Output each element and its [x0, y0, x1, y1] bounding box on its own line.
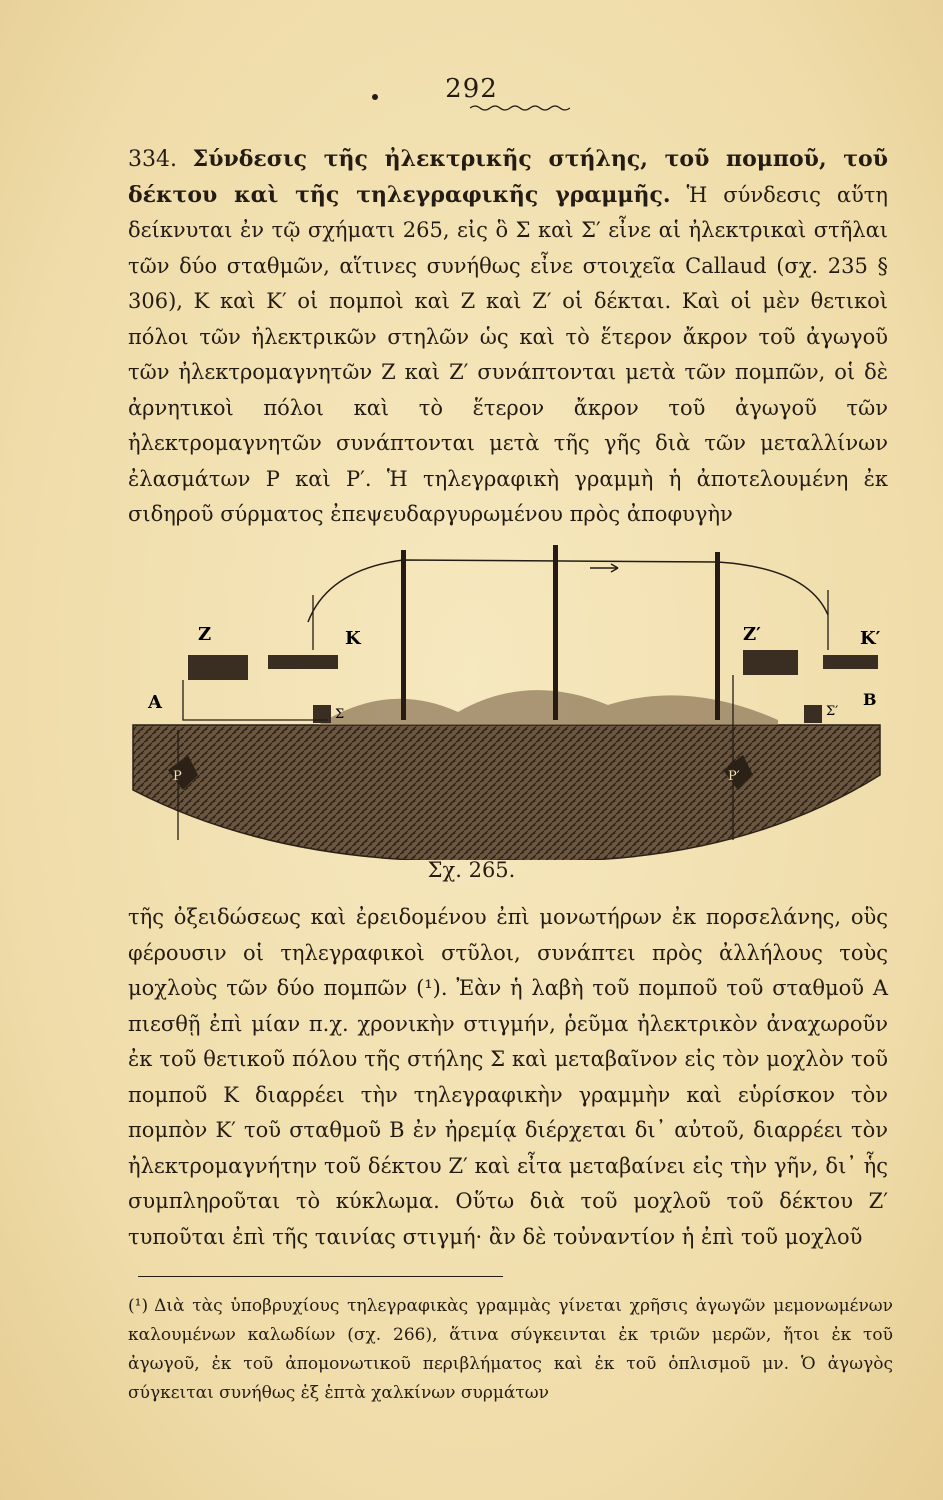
ground-cross-section: [133, 725, 880, 860]
section-paragraph-1: Ἡ σύνδεσις αὕτη δείκνυται ἐν τῷ σχήματι 265, εἰς ὃ Σ καὶ Σ′ εἶνε αἱ ἠλεκτρικαὶ στῆλαι τῶν δύο σταθμῶν, αἵτινες συνήθως εἶνε στοιχεῖα Callaud (σχ. 235 § 306), Κ καὶ Κ′ οἱ πομποὶ καὶ Ζ καὶ Ζ′ οἱ δέκται. Καὶ οἱ μὲν θετικοὶ πόλοι τῶν ἠλεκτρικῶν στηλῶν ὡς καὶ τὸ ἕτερον ἄκρον τοῦ ἀγωγοῦ τῶν ἠλεκτρομαγνητῶν Ζ καὶ Ζ′ συνάπτονται μετὰ τῶν πομπῶν, οἱ δὲ ἀρνητικοὶ πόλοι καὶ τὸ ἕτερον ἄκρον τοῦ ἀγωγοῦ τῶν ἠλεκτρομαγνητῶν συνάπτονται μετὰ τῆς γῆς διὰ τῶν μεταλλίνων ἐλασμάτων Ρ καὶ Ρ′. Ἡ τηλεγραφικὴ γραμμὴ ἡ ἀποτελουμένη ἐκ σιδηροῦ σύρματος ἐπεψευδαργυρωμένου πρὸς ἀποφυγὴν: [128, 182, 889, 526]
label-Z: Z: [198, 624, 212, 645]
ground-mound: [318, 690, 778, 725]
label-B: B: [863, 690, 877, 709]
label-P2: P′: [728, 769, 740, 784]
footnote-marker: (¹): [128, 1296, 149, 1316]
figure-265: [128, 540, 888, 860]
footnote-rule: [138, 1276, 503, 1277]
telegraph-diagram: [128, 540, 888, 860]
label-S2: Σ′: [826, 704, 839, 719]
label-K2: K′: [860, 628, 881, 649]
section-number: 334.: [128, 147, 177, 172]
label-A: A: [148, 692, 162, 713]
page-number-ornament: [470, 104, 570, 112]
telegraph-pole-3: [715, 552, 720, 720]
footnote: [128, 1292, 893, 1408]
section-title: Σύνδεσις τῆς ἠλεκτρικῆς στήλης, τοῦ πομποῦ, τοῦ δέκτου καὶ τῆς τηλεγραφικῆς γραμμῆς.: [128, 146, 888, 208]
paragraph-2: τῆς ὀξειδώσεως καὶ ἐρειδομένου ἐπὶ μονωτήρων ἐκ πορσελάνης, οὓς φέρουσιν οἱ τηλεγραφικοὶ στῦλοι, συνάπτει πρὸς ἀλλήλους τοὺς μοχλοὺς τῶν δύο πομπῶν (¹). Ἐὰν ἡ λαβὴ τοῦ πομποῦ τοῦ σταθμοῦ Α πιεσθῇ ἐπὶ μίαν π.χ. χρονικὴν στιγμήν, ῥεῦμα ἠλεκτρικὸν ἀναχωροῦν ἐκ τοῦ θετικοῦ πόλου τῆς στήλης Σ καὶ μεταβαῖνον εἰς τὸν μοχλὸν τοῦ πομποῦ Κ διαρρέει τὴν τηλεγραφικὴν γραμμὴν καὶ εὑρίσκον τὸν πομπὸν Κ′ τοῦ σταθμοῦ Β ἐν ἠρεμίᾳ διέρχεται δι᾽ αὐτοῦ, διαρρέει τὸν ἠλεκτρομαγνήτην τοῦ δέκτου Ζ′ καὶ εἶτα μεταβαίνει εἰς τὴν γῆν, δι᾽ ἧς συμπληροῦται τὸ κύκλωμα. Οὕτω διὰ τοῦ μοχλοῦ τοῦ δέκτου Ζ′ τυποῦται ἐπὶ τῆς ταινίας στιγμή· ἂν δὲ τοὐναντίον ἡ ἐπὶ τοῦ μοχλοῦ: [128, 905, 888, 1249]
receiver-Z2: [743, 650, 798, 675]
battery-S2: [804, 705, 822, 723]
label-Z2: Z′: [743, 624, 761, 645]
telegraph-pole-1: [401, 550, 406, 720]
footnote-text: Διὰ τὰς ὑποβρυχίους τηλεγραφικὰς γραμμὰς γίνεται χρῆσις ἀγωγῶν μεμονωμένων καλουμένων καλωδίων (σχ. 266), ἅτινα σύγκεινται ἐκ τριῶν μερῶν, ἤτοι ἐκ τοῦ ἀγωγοῦ, ἐκ τοῦ ἀπομονωτικοῦ περιβλήματος καὶ ἐκ τοῦ ὁπλισμοῦ μν. Ὁ ἀγωγὸς σύγκειται συνήθως ἐξ ἑπτὰ χαλκίνων συρμάτων: [128, 1296, 893, 1403]
telegraph-pole-2: [553, 545, 558, 720]
label-K: K: [345, 628, 361, 649]
figure-caption: Σχ. 265.: [427, 858, 516, 882]
section-334: [128, 142, 888, 533]
transmitter-K: [268, 655, 338, 669]
receiver-Z: [188, 655, 248, 680]
telegraph-line-wire: [308, 560, 828, 622]
page-number: 292: [445, 74, 498, 104]
paragraph-2-block: [128, 900, 888, 1255]
transmitter-K2: [823, 655, 878, 669]
label-P: P: [173, 769, 182, 784]
label-S: Σ: [335, 707, 345, 722]
